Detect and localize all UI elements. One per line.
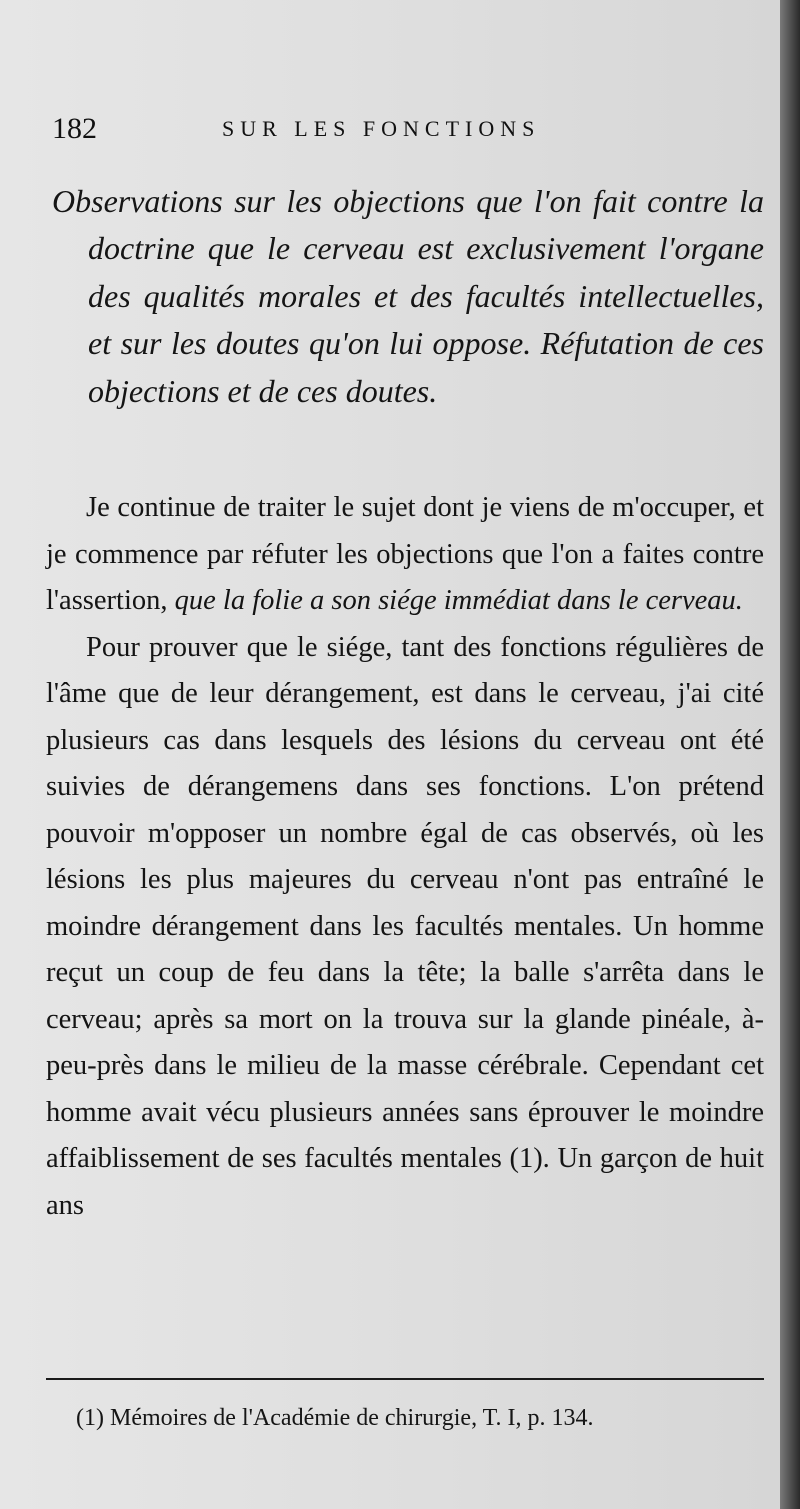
paragraph-2: Pour prouver que le siége, tant des fonctions régulières de l'âme que de leur dérangement, est dans le cerveau, j'ai cité plusieurs cas dans lesquels des lésions du cerveau ont été suivies de dérangemens dans ses fonctions. L'on prétend pouvoir m'opposer un nombre égal de cas observés, où les lésions les plus majeures du cerveau n'ont pas entraîné le moindre dérangement dans les facultés mentales. Un homme reçut un coup de feu dans la tête; la balle s'arrêta dans le cerveau; après sa mort on la trouva sur la glande pinéale, à-peu-près dans le milieu de la masse cérébrale. Cependant cet homme avait vécu plusieurs années sans éprouver le moindre affaiblissement de ses facultés mentales (1). Un garçon de huit ans: [46, 631, 764, 1221]
chapter-summary: Observations sur les objections que l'on fait contre la doctrine que le cerveau est exclusivement l'organe des qualités morales et des facultés intellectuelles, et sur les doutes qu'on lui oppose. Réfutation de ces objections et de ces doutes.: [52, 183, 764, 409]
page-header: [52, 112, 752, 152]
footnote-rule: [46, 1378, 764, 1380]
page-edge: [780, 0, 800, 1509]
paragraph-1-italic-text: que la folie a son siége immédiat dans le cerveau.: [174, 585, 743, 616]
body-text: [46, 485, 764, 1229]
paragraph-1: [46, 485, 764, 625]
paragraph-1-text: Je continue de traiter le sujet dont je viens de m'occuper, et je commence par réfuter les objections que l'on a faites contre l'assertion,: [46, 492, 764, 616]
running-title: SUR LES FONCTIONS: [222, 116, 541, 141]
footnote: (1) Mémoires de l'Académie de chirurgie, T. I, p. 134.: [76, 1405, 594, 1431]
page-number: 182: [52, 112, 97, 145]
